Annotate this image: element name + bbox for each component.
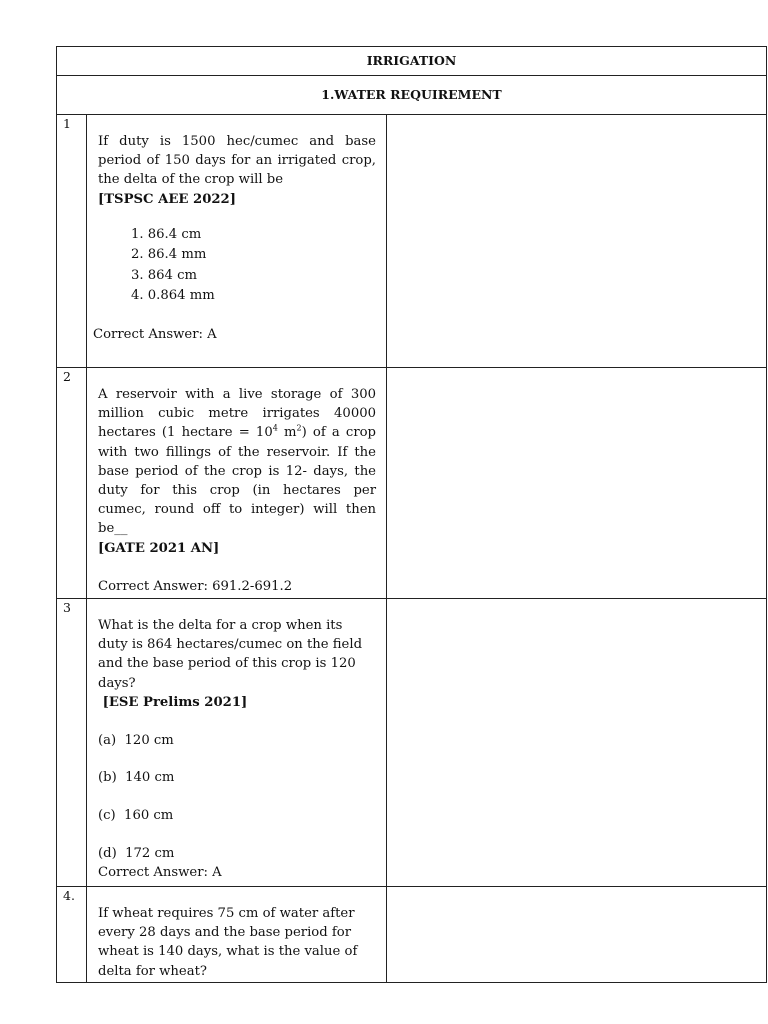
question-source: [TSPSC AEE 2022]	[98, 191, 236, 207]
question-number: 2	[57, 368, 87, 599]
options-list	[87, 225, 386, 307]
question-source: [ESE Prelims 2021]	[98, 694, 248, 710]
option-item: (d) 172 cm	[98, 845, 175, 861]
correct-answer: Correct Answer: A	[93, 326, 217, 342]
answer-space-cell	[387, 599, 767, 887]
question-text: If duty is 1500 hec/cumec and base period of 150 days for an irrigated crop, the delta of the crop will be	[98, 134, 376, 188]
question-number: 1	[57, 115, 87, 368]
option-item: 3. 864 cm	[131, 267, 198, 283]
question-table	[56, 46, 767, 983]
option-item: 2. 86.4 mm	[131, 247, 207, 263]
answer-space-cell	[387, 368, 767, 599]
question-cell	[87, 599, 387, 887]
table-row	[57, 368, 767, 599]
question-source: [GATE 2021 AN]	[98, 540, 220, 556]
table-row	[57, 887, 767, 983]
question-cell	[87, 887, 387, 983]
question-cell	[87, 368, 387, 599]
option-item: (a) 120 cm	[98, 732, 174, 748]
table-row	[57, 599, 767, 887]
answer-space-cell	[387, 887, 767, 983]
table-title: IRRIGATION	[57, 47, 767, 76]
question-number: 4.	[57, 887, 87, 983]
section-heading: 1.WATER REQUIREMENT	[57, 76, 767, 115]
question-cell	[87, 115, 387, 368]
correct-answer: Correct Answer: 691.2-691.2	[98, 578, 293, 594]
option-item: (b) 140 cm	[98, 770, 175, 786]
option-item: 4. 0.864 mm	[131, 288, 215, 304]
question-text: What is the delta for a crop when its duty is 864 hectares/cumec on the field and the base period of this crop is 120 days?	[98, 618, 363, 691]
table-row	[57, 115, 767, 368]
option-item: (c) 160 cm	[98, 807, 174, 823]
correct-answer: Correct Answer: A	[98, 864, 222, 880]
question-number: 3	[57, 599, 87, 887]
option-item: 1. 86.4 cm	[131, 226, 202, 242]
answer-space-cell	[387, 115, 767, 368]
question-text: A reservoir with a live storage of 300 million cubic metre irrigates 40000 hectares (1 hectare = $10^4$ $m^2$) of a crop with two fillings of the reservoir. If the base period of the crop is 12- days, the duty for this crop (in hectares per cumec, round off to integer) will then be__	[98, 387, 376, 537]
question-text: If wheat requires 75 cm of water after every 28 days and the base period for wheat is 140 days, what is the value of delta for wheat?	[98, 906, 358, 979]
